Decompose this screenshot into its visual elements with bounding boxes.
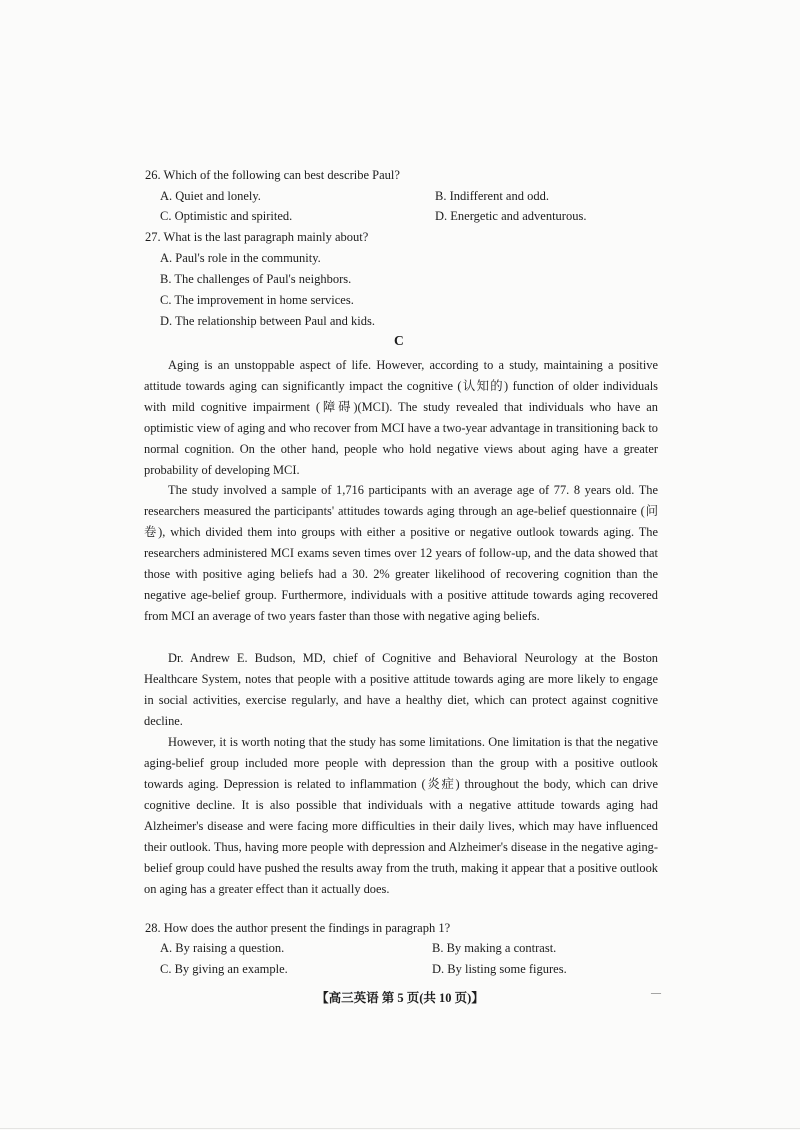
passage-paragraph-4: [144, 732, 658, 900]
section-c-label: C: [394, 333, 404, 348]
q26-option-d: D. Energetic and adventurous.: [435, 209, 587, 223]
q27-option-d: D. The relationship between Paul and kids.: [160, 314, 376, 328]
passage-paragraph-3: [144, 648, 658, 732]
q26-option-c: C. Optimistic and spirited.: [160, 209, 293, 223]
corner-mark: —: [651, 988, 661, 999]
q26-option-a: A. Quiet and lonely.: [160, 189, 261, 203]
q28-option-b: B. By making a contrast.: [432, 941, 557, 955]
q28-option-c: C. By giving an example.: [160, 962, 288, 976]
paragraph-text: Aging is an unstoppable aspect of life. However, according to a study, maintaining a positive attitude towards aging can significantly impact the cognitive (认知的) function of older individuals with mild cognitive impairment (障碍)(MCI). The study revealed that individuals who have an optimistic view of aging and who recover from MCI have a two-year advantage in transitioning back to normal cognition. On the other hand, people who hold negative views about aging have a greater probability of developing MCI.: [144, 358, 658, 477]
question-27-stem: 27. What is the last paragraph mainly about?: [145, 230, 369, 244]
q27-option-b: B. The challenges of Paul's neighbors.: [160, 272, 352, 286]
paragraph-text: However, it is worth noting that the study has some limitations. One limitation is that the negative aging-belief group included more people with depression than the group with a positive outlook towards aging. Depression is related to inflammation (炎症) throughout the body, which can drive cognitive decline. It is also possible that individuals with a negative attitude towards aging had Alzheimer's disease and were facing more difficulties in their daily lives, which may have influenced their outlook. Thus, having more people with depression and Alzheimer's disease in the negative aging-belief group could have pushed the results away from the truth, making it appear that a positive outlook on aging has a greater effect than it actually does.: [144, 735, 658, 896]
q27-option-c: C. The improvement in home services.: [160, 293, 354, 307]
paragraph-text: The study involved a sample of 1,716 participants with an average age of 77. 8 years old. The researchers measured the participants' attitudes towards aging through an age-belief questionnaire (问卷), which divided them into groups with either a positive or negative outlook towards aging. The researchers administered MCI exams seven times over 12 years of follow-up, and the data showed that those with positive aging beliefs had a 30. 2% greater likelihood of recovering cognition than the negative age-belief group. Furthermore, individuals with a positive attitude towards aging recovered from MCI an average of two years faster than those with negative aging beliefs.: [144, 483, 658, 623]
q27-option-a: A. Paul's role in the community.: [160, 251, 321, 265]
question-26-stem: 26. Which of the following can best describe Paul?: [145, 168, 400, 182]
passage-paragraph-1: [144, 355, 658, 481]
page-footer: 【高三英语 第 5 页(共 10 页)】: [316, 991, 484, 1005]
q26-option-b: B. Indifferent and odd.: [435, 189, 549, 203]
paragraph-text: Dr. Andrew E. Budson, MD, chief of Cognitive and Behavioral Neurology at the Boston Healthcare System, notes that people with a positive attitude towards aging are more likely to engage in social activities, exercise regularly, and have a healthy diet, which can protect against cognitive decline.: [144, 651, 658, 728]
question-28-stem: 28. How does the author present the findings in paragraph 1?: [145, 921, 451, 935]
passage-paragraph-2: [144, 480, 658, 627]
q28-option-a: A. By raising a question.: [160, 941, 285, 955]
q28-option-d: D. By listing some figures.: [432, 962, 567, 976]
page-bottom-edge: [0, 1128, 800, 1129]
